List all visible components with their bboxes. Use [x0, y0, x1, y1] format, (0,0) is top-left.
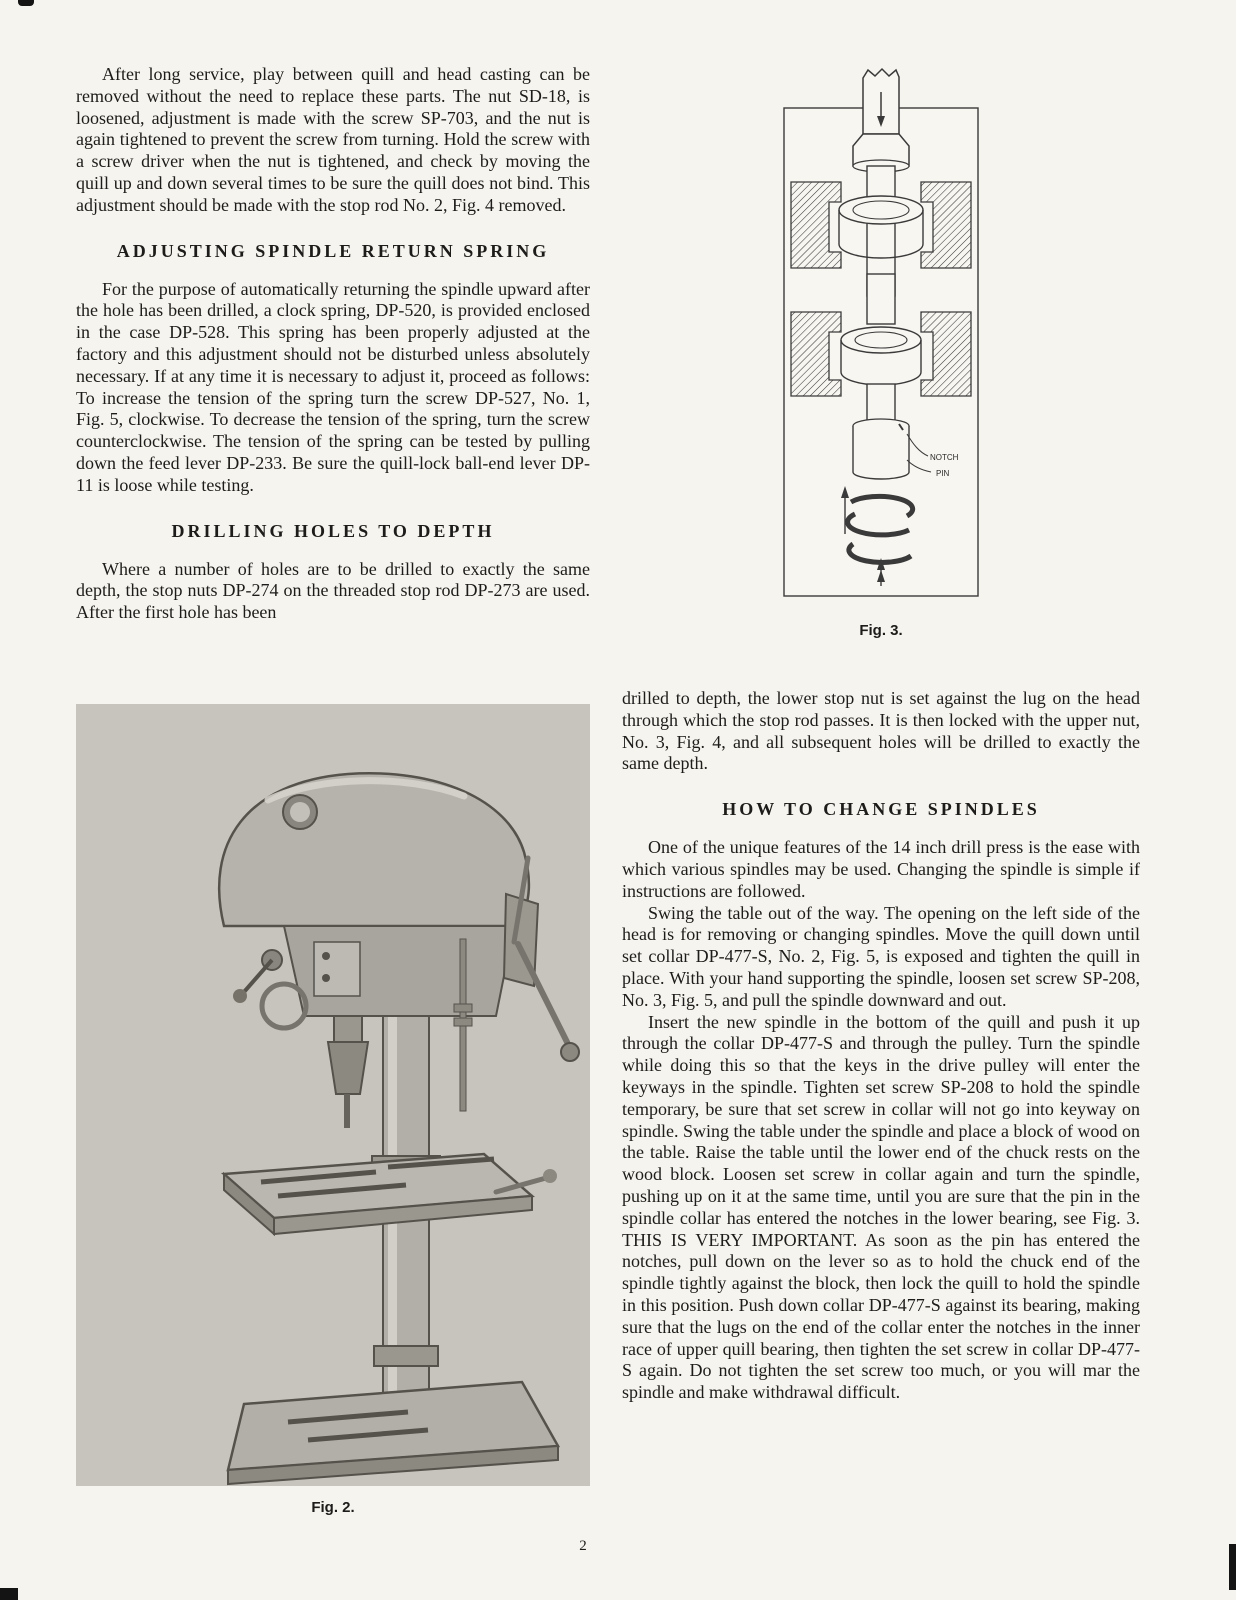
pin-label: PIN [936, 469, 950, 478]
spindle-diagram [781, 64, 981, 609]
paragraph-return-spring: For the purpose of automatically returning the spindle upward after the hole has been drilled, a clock spring, DP-520, is provided enclosed in the case DP-528. This spring has been properly adjusted at the factory and this adjustment should not be disturbed unless absolutely necessary. If at any time it is necessary to adjust it, proceed as follows: To increase the tension of the spring turn the screw DP-527, No. 1, Fig. 5, clockwise. To decrease the tension of the spring, turn the screw counterclockwise. The tension of the spring can be tested by pulling down the feed lever DP-233. Be sure the quill-lock ball-end lever DP-11 is loose while testing. [76, 278, 590, 495]
figure-2 [76, 704, 590, 1516]
spindle-bearing-cross-section [781, 64, 981, 604]
paragraph-remove-spindle: Swing the table out of the way. The opening on the left side of the head is for removing or changing spindles. Move the quill down until set collar DP-477-S, No. 2, Fig. 5, is exposed and tighten the quill in place. With your hand supporting the spindle, loosen set screw SP-208, No. 3, Fig. 5, and pull the spindle downward and out. [622, 902, 1140, 1010]
drill-press-photo [76, 704, 590, 1486]
scan-artifact [0, 1588, 18, 1600]
paragraph-drilling-depth: Where a number of holes are to be drilled to exactly the same depth, the stop nuts DP-274 on the threaded stop rod DP-273 are used. After the first hole has been [76, 558, 590, 623]
page-number: 2 [579, 1538, 587, 1554]
notch-label: NOTCH [930, 453, 959, 462]
figure-3 [622, 64, 1140, 639]
paragraph-spindles-intro: One of the unique features of the 14 inch drill press is the ease with which various spindles may be used. Changing the spindle is simple if instructions are followed. [622, 837, 1140, 901]
scan-artifact [1229, 1544, 1236, 1590]
fig2-caption: Fig. 2. [311, 1499, 355, 1516]
heading-how-to-change-spindles: HOW TO CHANGE SPINDLES [722, 799, 1040, 820]
paragraph-depth-continued: drilled to depth, the lower stop nut is set against the lug on the head through which the stop rod passes. It is then locked with the upper nut, No. 3, Fig. 4, and all subsequent holes will be drilled to exactly the same depth. [622, 688, 1140, 774]
heading-adjusting-spindle-return-spring: ADJUSTING SPINDLE RETURN SPRING [116, 240, 550, 261]
paragraph-insert-spindle: Insert the new spindle in the bottom of the quill and push it up through the collar DP-477-S and through the pulley. Turn the spindle while doing this so that the keys in the drive pulley will enter the keyways in the spindle. Tighten set screw SP-208 to hold the spindle temporary, be sure that set screw in collar will not go into keyway on spindle. Swing the table under the spindle and place a block of wood on the table. Raise the table until the lower end of the chuck rests on the wood block. Loosen set screw in collar again and turn the spindle, pushing up on it at the same time, until you are sure that the pin in the spindle collar has entered the notches in the lower bearing, see Fig. 3. THIS IS VERY IMPORTANT. As soon as the pin has entered the notches, pull down on the lever so as to hold the chuck end of the spindle tightly against the block, then lock the quill to hold the spindle in this position. Push down collar DP-477-S against its bearing, making sure that the lugs on the end of the collar enter the notches in the inner race of upper quill bearing, then tighten the set screw in collar DP-477-S again. Do not tighten the set screw too much, or you will mar the spindle and make withdrawal difficult. [622, 1011, 1140, 1403]
scan-artifact [18, 0, 34, 6]
drill-press-illustration [76, 704, 590, 1486]
left-column [76, 64, 590, 624]
paragraph-quill-adjustment: After long service, play between quill and head casting can be removed without the need to replace these parts. The nut SD-18, is loosened, adjustment is made with the screw SP-703, and the nut is again tightened to prevent the screw from turning. Hold the screw with a screw driver when the nut is tightened, and check by moving the quill up and down several times to be sure the quill does not bind. This adjustment should be made with the stop rod No. 2, Fig. 4 removed. [76, 64, 590, 215]
right-column [622, 688, 1140, 1404]
heading-drilling-holes-to-depth: DRILLING HOLES TO DEPTH [171, 520, 495, 541]
fig3-caption: Fig. 3. [859, 622, 903, 639]
